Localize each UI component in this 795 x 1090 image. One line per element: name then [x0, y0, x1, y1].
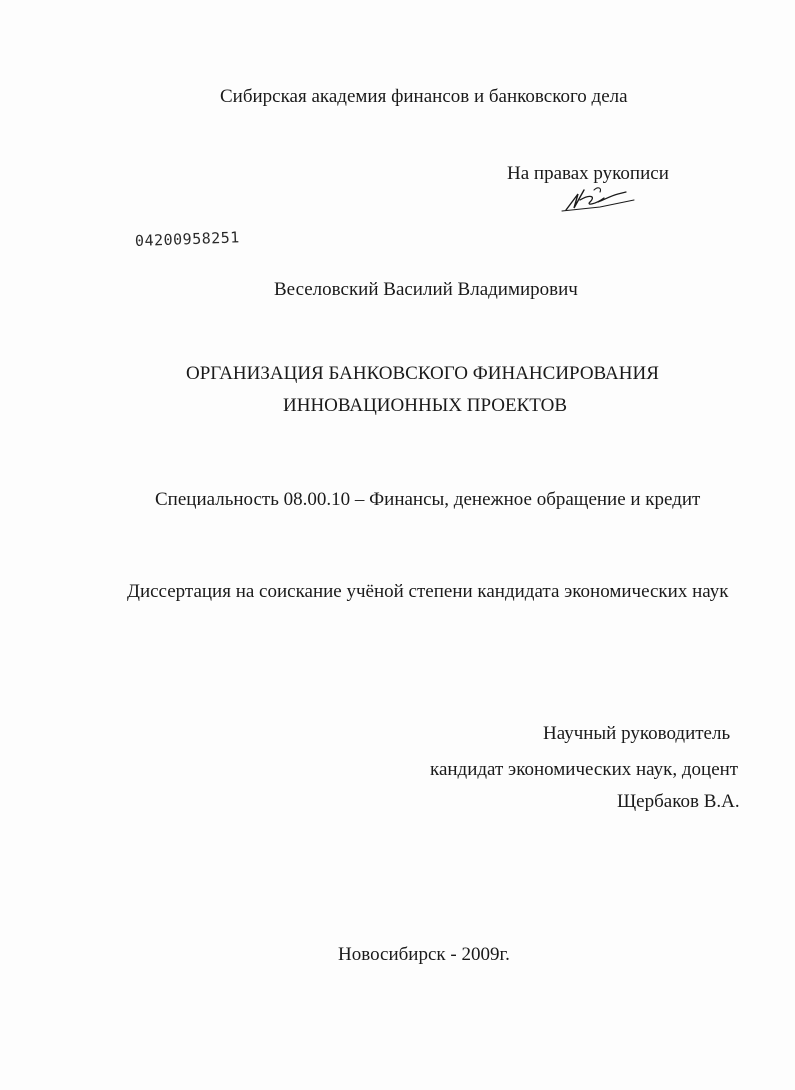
dissertation-type: Диссертация на соискание учёной степени кандидата экономических наук [127, 581, 729, 602]
city-year: Новосибирск - 2009г. [338, 944, 510, 965]
supervisor-degree: кандидат экономических наук, доцент [430, 759, 739, 780]
specialty-line: Специальность 08.00.10 – Финансы, денежное обращение и кредит [155, 489, 701, 510]
institution-name: Сибирская академия финансов и банковского дела [220, 86, 628, 107]
thesis-title-line-1: ОРГАНИЗАЦИЯ БАНКОВСКОГО ФИНАНСИРОВАНИЯ [186, 363, 659, 384]
handwritten-signature-icon [560, 180, 640, 216]
catalog-number: 04200958251 [134, 228, 241, 250]
rights-notice: На правах рукописи [507, 163, 669, 184]
thesis-title-line-2: ИННОВАЦИОННЫХ ПРОЕКТОВ [283, 395, 567, 416]
supervisor-label: Научный руководитель [543, 723, 731, 744]
author-name: Веселовский Василий Владимирович [274, 279, 578, 300]
supervisor-name: Щербаков В.А. [617, 791, 740, 812]
